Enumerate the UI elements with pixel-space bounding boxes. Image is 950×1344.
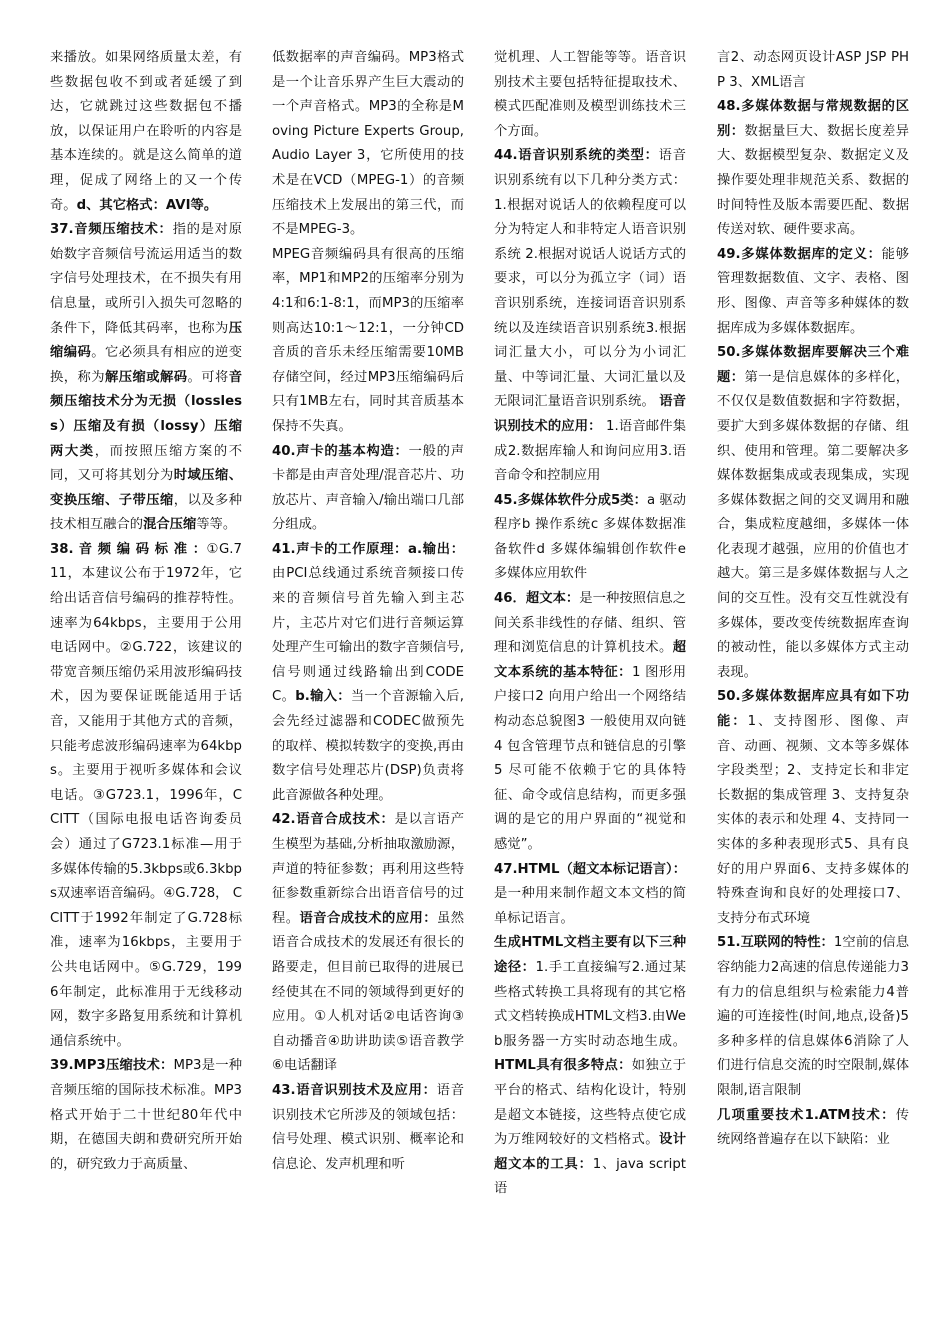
bold-heading-text: 51.互联网的特性： (717, 935, 834, 951)
body-text: 来播放。如果网络质量太差，有些数据包收不到或者延缓了到达，它就跳过这些数据包不播放，以保证用户在聆听的内容是基本连续的。就是这么简单的道理，促成了网络上的又一个传奇。 (50, 50, 242, 213)
paragraph (50, 218, 242, 538)
body-text: 是以言语产生模型为基础,分析抽取激励源，声道的特征参数；再利用这些特征参数重新综合出语音信号的过程。 (272, 812, 465, 926)
body-text: 低数据率的声音编码。MP3格式是一个让音乐界产生巨大震动的一个声音格式。MP3的全称是Moving Picture Experts Group, Audio Layer 3，它所使用的技术是在VCD（MPEG-1）的音频压缩技术上发展出的第三代，而不是MPEG-3。 (272, 50, 464, 238)
paragraph (494, 858, 686, 932)
bold-heading-text: 37.音频压缩技术： (50, 222, 173, 238)
paragraph (494, 46, 686, 144)
body-text: 一般的声卡都是由声音处理/混音芯片、功放芯片、声音输入/输出端口几部分组成。 (272, 443, 464, 533)
bold-heading-text: 41.声卡的工作原理：a.输出： (272, 541, 464, 557)
bold-heading-text: 时域压缩、变换压缩、子带压缩 (50, 468, 243, 508)
body-text: 当一个音源输入后,会先经过滤器和CODEC做预先的取样、模拟转数字的变换,再由数字信号处理芯片(DSP)负责将此音源做各种处理。 (272, 689, 464, 803)
body-text: 1 图形用户接口2 向用户给出一个网络结构动态总貌图3 一般使用双向链4 包含管理节点和链信息的引擎5 尽可能不依赖于它的具体特征、命令或信息结构，而更多强调的是它的用户界面的“视觉和感觉”。 (494, 664, 687, 852)
body-text: 是一种按照信息之间关系非线性的存储、组织、管理和浏览信息的计算机技术。 (494, 591, 686, 656)
bold-heading-text: 语音识别技术的应用： (494, 394, 687, 434)
body-text: ，而按照压缩方案的不同，又可将其划分为 (50, 443, 243, 484)
bold-heading-text: 音频压缩技术分为无损（lossless）压缩及有损（lossy）压缩两大类 (50, 369, 243, 459)
body-text: 等等。 (196, 517, 237, 533)
bold-heading-text: 45.多媒体软件分成5类： (494, 492, 647, 508)
body-text: MPEG音频编码具有很高的压缩率，MP1和MP2的压缩率分别为4:1和6:1-8:1，而MP3的压缩率则高达10:1～12:1，一分钟CD音质的音乐未经压缩需要10MB存储空间，经过MP3压缩编码后只有1MB左右，同时其音质基本保持不失真。 (272, 246, 464, 434)
paragraph (717, 46, 909, 95)
body-text: 是一种用来制作超文本文档的简单标记语言。 (494, 886, 686, 926)
paragraph (50, 1054, 242, 1177)
body-text: 传统网络普遍存在以下缺陷：业 (717, 1107, 909, 1148)
text-column-1 (50, 46, 242, 1177)
paragraph (717, 243, 909, 341)
body-text: 觉机理、人工智能等等。语音识别技术主要包括特征提取技术、模式匹配准则及模型训练技术三个方面。 (494, 50, 686, 139)
bold-heading-text: 生成HTML文档主要有以下三种途径： (494, 935, 686, 975)
body-text: 1空前的信息容纳能力2高速的信息传递能力3有力的信息组织与检索能力4普遍的可连接性(时间,地点,设备)5多种多样的信息媒体6消除了人们进行信息交流的时空限制,媒体限制,语言限制 (717, 935, 909, 1098)
body-text: 如独立于平台的格式、结构化设计，特别是超文本链接，这些特点使它成为万维网较好的文档格式。 (494, 1058, 686, 1148)
bold-heading-text: 语音合成技术的应用： (299, 910, 437, 926)
text-column-2 (272, 46, 464, 1177)
paragraph (717, 931, 909, 1103)
bold-heading-text: 解压缩或解码 (105, 369, 188, 385)
paragraph (50, 46, 242, 218)
bold-heading-text: 43.语音识别技术及应用： (272, 1082, 437, 1098)
bold-heading-text: 42.语音合成技术： (272, 812, 395, 828)
bold-heading-text: 40.声卡的基本构造： (272, 443, 409, 459)
paragraph (717, 341, 909, 685)
bold-heading-text: 38. 音 频 编 码 标 准 ： (50, 541, 207, 557)
body-text: 数据量巨大、数据长度差异大、数据模型复杂、数据定义及操作要处理非规范关系、数据的时间特性及版本需要匹配、数据传送对软、硬件要求高。 (717, 123, 910, 238)
body-text: 第一是信息媒体的多样化，不仅仅是数值数据和字符数据，要扩大到多媒体数据的存储、组织、使用和管理。第二要解决多媒体数据集成或表现集成，实现多媒体数据之间的交叉调用和融合，集成粒度越细，多媒体一体化表现才越强，应用的价值也才越大。第三是多媒体数据与人之间的交互性。没有交互性就没有多媒体，要改变传统数据库查询的被动性，能以多媒体方式主动表现。 (717, 369, 910, 680)
bold-heading-text: 压缩编码 (50, 320, 242, 361)
bold-heading-text: 46．超文本： (494, 591, 580, 607)
bold-heading-text: 47.HTML（超文本标记语言）： (494, 861, 686, 877)
paragraph (494, 587, 686, 858)
bold-heading-text: 设计超文本的工具： (494, 1132, 687, 1172)
body-text: 语音识别技术它所涉及的领域包括：信号处理、模式识别、概率论和信息论、发声机理和听 (272, 1082, 465, 1172)
paragraph (717, 1104, 909, 1153)
bold-heading-text: 48.多媒体数据与常规数据的区别： (717, 99, 909, 139)
body-text: 1.语音邮件集成2.数据库输人和询问应用3.语音命令和控制应用 (494, 418, 687, 484)
text-column-4 (717, 46, 909, 1153)
body-text: a 驱动程序b 操作系统c 多媒体数据准备软件d 多媒体编辑创作软件e 多媒体应用软件 (494, 492, 687, 582)
bold-heading-text: 混合压缩 (143, 517, 197, 533)
bold-heading-text: 49.多媒体数据库的定义： (717, 246, 882, 262)
bold-heading-text: d、其它格式：AVI等。 (76, 197, 218, 213)
bold-heading-text: 44.语音识别系统的类型： (494, 148, 659, 164)
paragraph (494, 144, 686, 488)
paragraph (494, 931, 686, 1202)
paragraph (717, 685, 909, 931)
bold-heading-text: 超文本系统的基本特征： (494, 640, 686, 680)
body-text: 能够管理数据数值、文字、表格、图形、图像、声音等多种媒体的数据库成为多媒体数据库。 (717, 246, 910, 336)
body-text: ①G.711，本建议公布于1972年，它给出话音信号编码的推荐特性。速率为64kbps，主要用于公用电话网中。②G.722，该建议的带宽音频压缩仍采用波形编码技术，因为要保证既能适用于话音，又能用于其他方式的音频，只能考虑波形编码速率为64kbps。主要用于视听多媒体和会议电话。③G723.1，1996年，CCITT（国际电报电话咨询委员会）通过了G723.1标准—用于多媒体传输的5.3kbps或6.3kbps双速率语音编码。④G.728， CCITT于1992年制定了G.728标准，速率为16kbps，主要用于公共电话网中。⑤G.729，1996年制定，此标准用于无线移动网，数字多路复用系统和计算机通信系统中。 (50, 541, 242, 1049)
paragraph (272, 538, 464, 809)
bold-heading-text: b.输入： (295, 689, 351, 705)
body-text: 虽然语音合成技术的发展还有很长的路要走，但目前已取得的进展已经使其在不同的领域得到更好的应用。①人机对话②电话咨询③自动播音④助讲助读⑤语音教学⑥电话翻译 (272, 910, 465, 1074)
body-text: 1、支持图形、图像、声音、动画、视频、文本等多媒体字段类型；2、支持定长和非定长数据的集成管理 3、支持复杂实体的表示和处理 4、支持同一实体的多种表现形式5、具有良好的用户界面6、支持多媒体的特殊查询和良好的处理接口7、支持分布式环境 (717, 714, 909, 926)
body-text: 指的是对原始数字音频信号流运用适当的数字信号处理技术，在不损失有用信息量，或所引入损失可忽略的条件下，降低其码率，也称为 (50, 222, 243, 336)
body-text: ，以及多种技术相互融合的 (50, 492, 243, 533)
paragraph (272, 243, 464, 440)
paragraph (494, 489, 686, 587)
paragraph (272, 46, 464, 243)
paragraph (272, 440, 464, 538)
body-text: 由PCI总线通过系统音频接口传来的音频信号首先输入到主芯片，主芯片对它们进行音频运算处理产生可输出的数字音频信号,信号则通过线路输出到CODEC。 (272, 566, 464, 705)
body-text: 1、java script 语 (494, 1156, 687, 1197)
paragraph (50, 538, 242, 1054)
bold-heading-text: 50.多媒体数据库要解决三个难题： (717, 345, 909, 385)
bold-heading-text: 39.MP3压缩技术： (50, 1058, 174, 1074)
body-text: 。它必须具有相应的逆变换，称为 (50, 345, 243, 385)
bold-heading-text: HTML具有很多特点： (494, 1058, 632, 1074)
body-text: 1.手工直接编写2.通过某些格式转换工具将现有的其它格式文档转换成HTML文档3.由Web服务器一方实时动态地生成。 (494, 959, 687, 1049)
text-column-3 (494, 46, 686, 1202)
bold-heading-text: 50.多媒体数据库应具有如下功能： (717, 689, 909, 730)
body-text: 。可将 (187, 369, 229, 385)
body-text: 语音识别系统有以下几种分类方式： 1.根据对说话人的依赖程度可以分为特定人和非特定人语音识别系统 2.根据对说话人说话方式的要求，可以分为孤立字（词）语音识别系统，连接词语音识别系统以及连续语音识别系统3.根据词汇量大小，可以分为小词汇量、中等词汇量、大词汇量以及无限词汇量语音识别系统。 (494, 148, 687, 410)
paragraph (717, 95, 909, 243)
body-text: MP3是一种音频压缩的国际技术标准。MP3格式开始于二十世纪80年代中期，在德国夫朗和费研究所开始的，研究致力于高质量、 (50, 1058, 242, 1172)
paragraph (272, 1079, 464, 1177)
bold-heading-text: 几项重要技术1.ATM技术： (717, 1107, 896, 1123)
paragraph (272, 808, 464, 1079)
body-text: 言2、动态网页设计ASP JSP PHP 3、XML语言 (717, 50, 909, 90)
